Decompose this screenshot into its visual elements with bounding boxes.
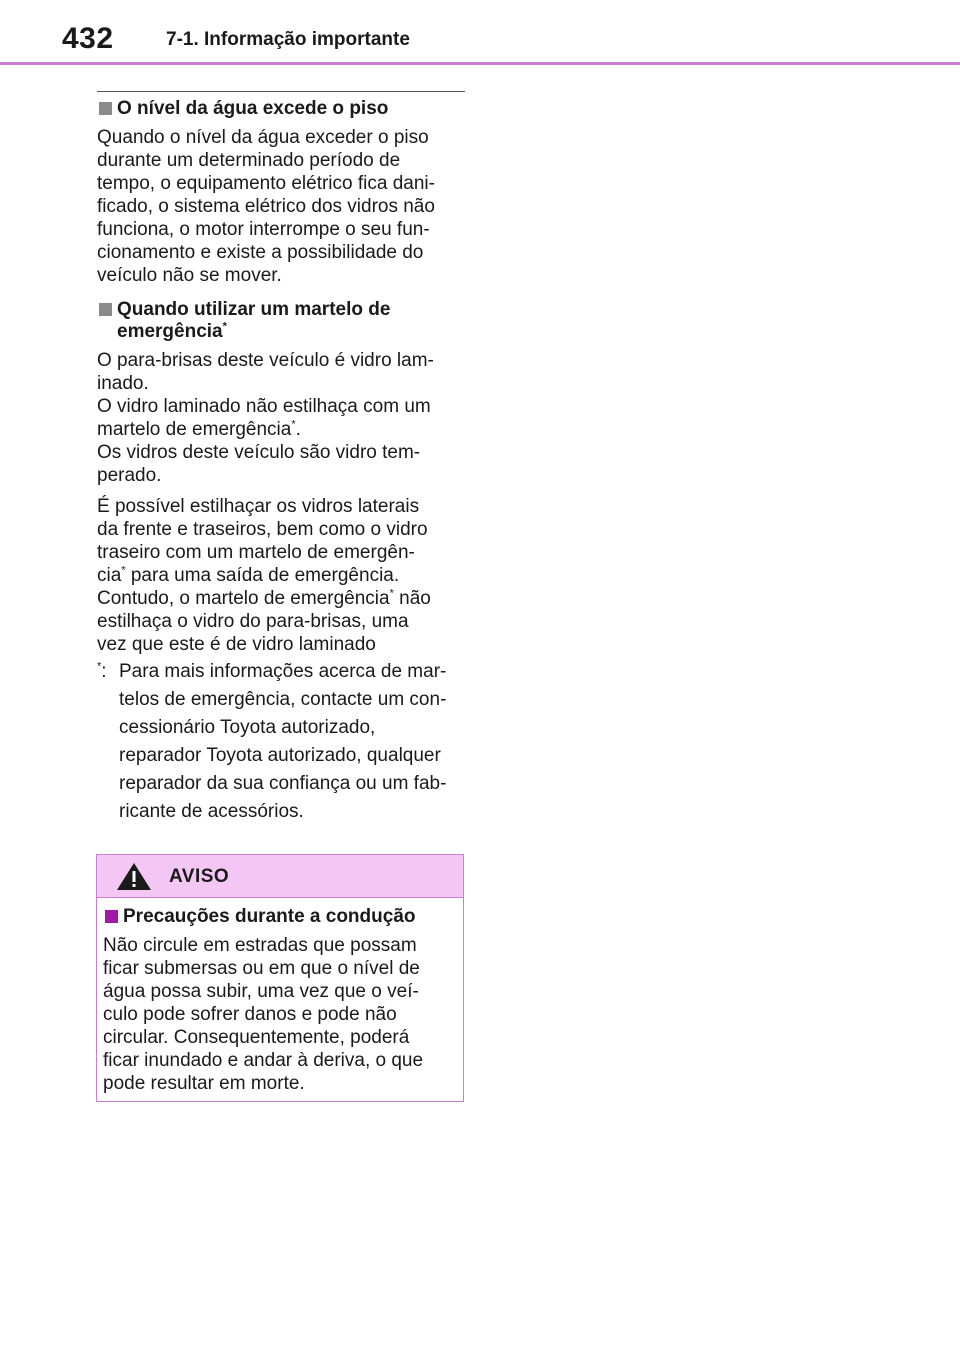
- text-line: É possível estilhaçar os vidros laterais: [97, 496, 420, 517]
- heading-text: Precauções durante a condução: [123, 906, 416, 927]
- text-line: tempo, o equipamento elétrico fica dani-: [97, 173, 435, 194]
- asterisk-mark: *: [222, 320, 227, 333]
- text-line: da frente e traseiros, bem como o vidro: [97, 519, 428, 540]
- footnote-marker: *:: [97, 660, 107, 682]
- text-line: veículo não se mover.: [97, 265, 282, 286]
- text-line: culo pode sofrer danos e pode não: [103, 1004, 397, 1025]
- text-line: Não circule em estradas que possam: [103, 935, 417, 956]
- text-line: circular. Consequentemente, poderá: [103, 1027, 410, 1048]
- text-line: Quando o nível da água exceder o piso: [97, 127, 429, 148]
- text-line: ficado, o sistema elétrico dos vidros não: [97, 196, 435, 217]
- footnote-text: [119, 658, 465, 826]
- text-line: durante um determinado período de: [97, 150, 401, 171]
- section-heading-emergency-hammer: [97, 299, 465, 343]
- text-line: pode resultar em morte.: [103, 1073, 305, 1094]
- text-line: funciona, o motor interrompe o seu fun-: [97, 219, 430, 240]
- asterisk-mark: *: [389, 587, 394, 600]
- text-line: cessionário Toyota autorizado,: [119, 717, 376, 738]
- warning-body: [97, 898, 463, 1095]
- text-line: ficar submersas ou em que o nível de: [103, 958, 420, 979]
- text-line: perado.: [97, 465, 162, 486]
- paragraph-laminated-glass: [97, 349, 465, 487]
- paragraph-side-windows: [97, 495, 465, 656]
- warning-title: AVISO: [169, 866, 230, 887]
- text-line: cionamento e existe a possibilidade do: [97, 242, 424, 263]
- heading-text: Quando utilizar um martelo de: [117, 299, 391, 320]
- text-line: traseiro com um martelo de emergên-: [97, 542, 415, 563]
- square-bullet-icon: [99, 303, 112, 316]
- header-rule: [0, 62, 960, 65]
- warning-box: [96, 854, 464, 1102]
- text-line: reparador da sua confiança ou um fab-: [119, 773, 447, 794]
- warning-triangle-icon: [115, 861, 153, 891]
- page-header: [0, 0, 960, 66]
- page-number: 432: [62, 22, 114, 55]
- warning-header: [97, 855, 463, 898]
- heading-text-line2: emergência*: [117, 320, 227, 342]
- text-line: ricante de acessórios.: [119, 801, 304, 822]
- square-bullet-icon: [99, 102, 112, 115]
- text-line: cia* para uma saída de emergência.: [97, 564, 400, 586]
- section-heading-water-level: [97, 98, 465, 120]
- text-line: O vidro laminado não estilhaça com um: [97, 396, 431, 417]
- main-content: [97, 91, 465, 826]
- text-line: vez que este é de vidro laminado: [97, 634, 376, 655]
- text-line: Os vidros deste veículo são vidro tem-: [97, 442, 421, 463]
- asterisk-mark: *: [121, 564, 126, 577]
- section-title: 7-1. Informação importante: [166, 29, 410, 50]
- text-line: estilhaça o vidro do para-brisas, uma: [97, 611, 409, 632]
- text-line: Contudo, o martelo de emergência* não: [97, 587, 431, 609]
- text-line: ficar inundado e andar à deriva, o que: [103, 1050, 424, 1071]
- asterisk-mark: *: [291, 418, 296, 431]
- text-line: telos de emergência, contacte um con-: [119, 689, 447, 710]
- text-line: inado.: [97, 373, 149, 394]
- square-bullet-icon: [105, 910, 118, 923]
- warning-heading: [103, 906, 457, 928]
- heading-text: O nível da água excede o piso: [117, 98, 389, 119]
- text-line: reparador Toyota autorizado, qualquer: [119, 745, 441, 766]
- text-line: O para-brisas deste veículo é vidro lam-: [97, 350, 434, 371]
- top-rule: [97, 91, 465, 92]
- text-line: martelo de emergência*.: [97, 418, 301, 440]
- footnote: [97, 658, 465, 826]
- warning-paragraph: [103, 934, 457, 1095]
- text-line: água possa subir, uma vez que o veí-: [103, 981, 419, 1002]
- text-line: Para mais informações acerca de mar-: [119, 661, 447, 682]
- paragraph-water-level: [97, 126, 465, 287]
